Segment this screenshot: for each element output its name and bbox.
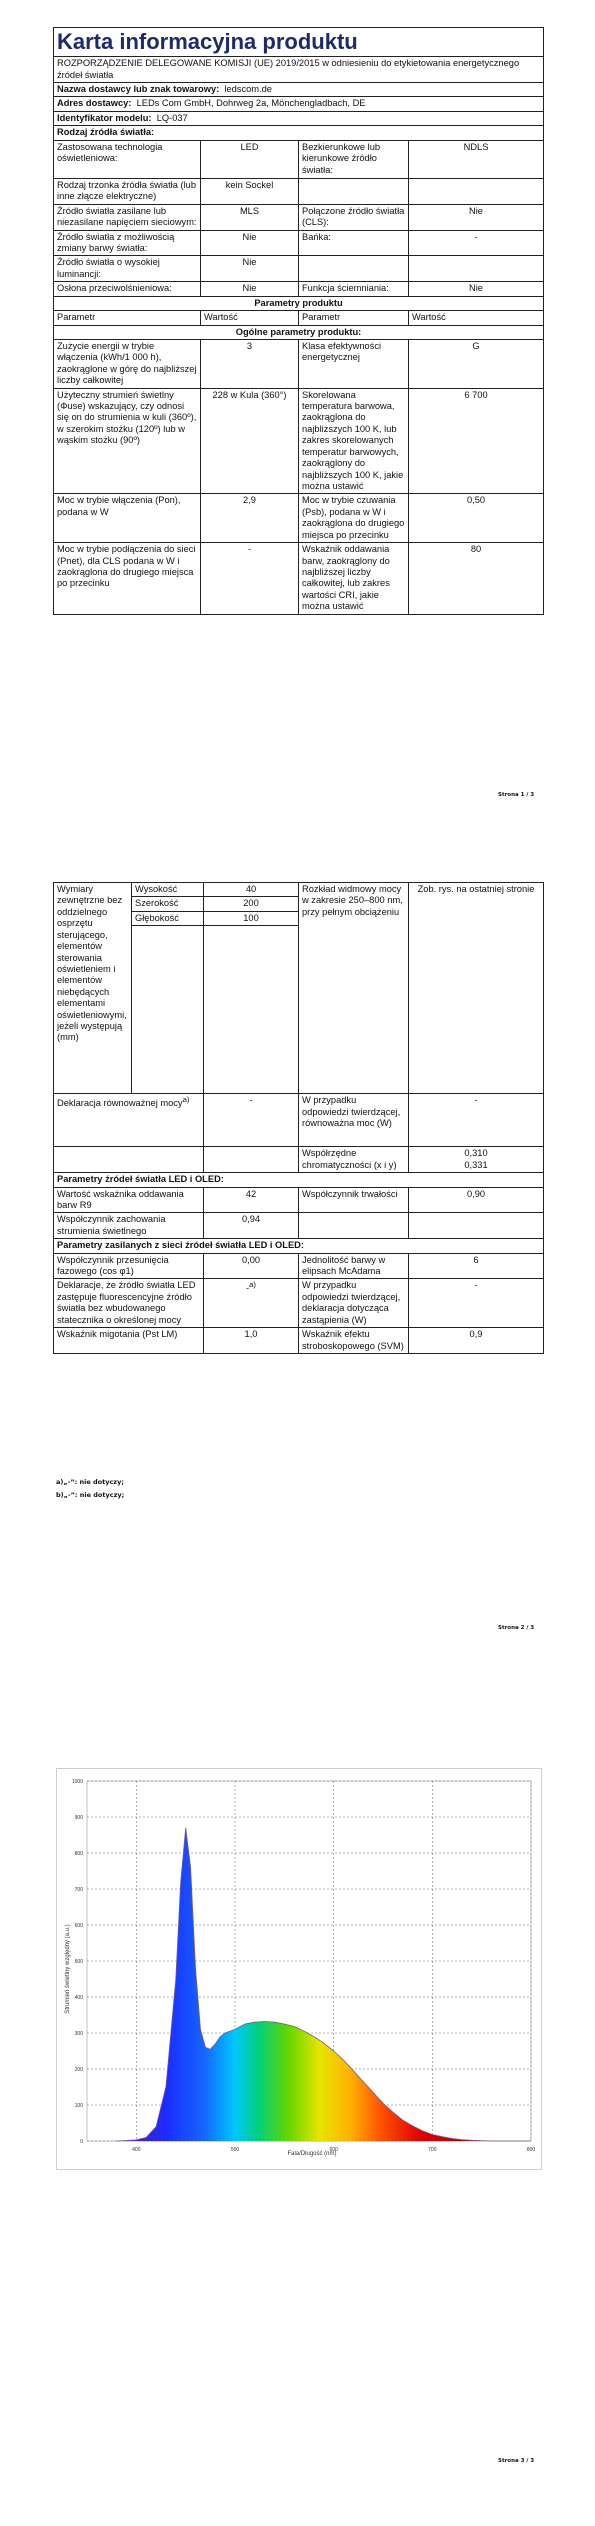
table-header-row: Parametr Wartość Parametr Wartość bbox=[54, 311, 544, 325]
page-1-content bbox=[53, 27, 543, 615]
table-row: Moc w trybie podłączenia do sieci (Pnet), dla CLS podana w W i zaokrąglona do drugiego miejsca po przecinku - Wskaźnik oddawania barw, zaokrąglony do najbliższej liczby całkowitej, lub zakres wartości CRI, jakie można ustawić 80 bbox=[54, 543, 544, 615]
y-axis-label: Strumień świetlny względny (a.u.) bbox=[65, 1924, 71, 2014]
page-number: Strona 2 / 3 bbox=[498, 1625, 535, 1631]
source-type-heading: Rodzaj źródła światła: bbox=[54, 126, 544, 140]
supplier-name-row: Nazwa dostawcy lub znak towarowy: ledscom.de bbox=[54, 83, 544, 97]
table-row: Szerokość 200 bbox=[54, 897, 544, 911]
regulation-text: ROZPORZĄDZENIE DELEGOWANE KOMISJI (UE) 2019/2015 w odniesieniu do etykietowania energetycznego źródeł światła bbox=[54, 57, 544, 83]
table-row: Źródło światła z możliwością zmiany barwy światła: Nie Bańka: - bbox=[54, 230, 544, 256]
model-identifier-row: Identyfikator modelu: LQ-037 bbox=[54, 111, 544, 125]
spectral-distribution-chart bbox=[56, 1768, 542, 2170]
product-info-table-page-2 bbox=[53, 882, 544, 1354]
table-row: Zużycie energii w trybie włączenia (kWh/1 000 h), zaokrąglone w górę do najbliższej liczby całkowitej 3 Klasa efektywności energetycznej G bbox=[54, 339, 544, 388]
y-tick-labels bbox=[72, 1779, 83, 2145]
y-tick-label: 0 bbox=[80, 2139, 83, 2145]
table-row: Głębokość 100 bbox=[54, 911, 544, 925]
y-tick-label: 300 bbox=[74, 2031, 83, 2037]
product-params-heading: Parametry produktu bbox=[54, 296, 544, 310]
page-title: Karta informacyjna produktu bbox=[54, 28, 544, 57]
table-row: Współczynnik zachowania strumienia świetlnego 0,94 bbox=[54, 1213, 544, 1239]
table-row: Rodzaj trzonka źródła światła (lub inne złącze elektryczne) kein Sockel bbox=[54, 178, 544, 204]
table-row: Współrzędne chromatyczności (x i y) 0,310 0,331 bbox=[54, 1147, 544, 1173]
general-params-heading: Ogólne parametry produktu: bbox=[54, 325, 544, 339]
page-2-content bbox=[53, 882, 543, 1354]
supplier-address-row: Adres dostawcy: LEDs Com GmbH, Dohrweg 2a, Mönchengladbach, DE bbox=[54, 97, 544, 111]
y-tick-label: 1000 bbox=[71, 1779, 83, 1785]
footnote-b: b)„-”: nie dotyczy; bbox=[56, 1491, 125, 1499]
table-row: Moc w trybie włączenia (Pon), podana w W 2,9 Moc w trybie czuwania (Psb), podana w W i zaokrąglona do drugiego miejsca po przecinku 0,50 bbox=[54, 494, 544, 543]
table-row: Wartość wskaźnika oddawania barw R9 42 Współczynnik trwałości 0,90 bbox=[54, 1187, 544, 1213]
y-tick-label: 800 bbox=[74, 1851, 83, 1857]
table-row: Współczynnik przesunięcia fazowego (cos φ1) 0,00 Jednolitość barwy w elipsach McAdama 6 bbox=[54, 1253, 544, 1279]
y-tick-label: 900 bbox=[74, 1815, 83, 1821]
x-tick-label: 500 bbox=[230, 2147, 240, 2153]
table-row: Wymiary zewnętrzne bez oddzielnego osprzętu sterującego, elementów sterowania oświetleniem i elementów niebędących elementami oświetleniowymi, jeżeli występują (mm) Wysokość 40 Rozkład widmowy mocy w zakresie 250–800 nm, przy pełnym obciążeniu Zob. rys. na ostatniej stronie bbox=[54, 883, 544, 897]
y-tick-label: 500 bbox=[74, 1959, 83, 1965]
spectrum-svg bbox=[57, 1769, 541, 2169]
y-tick-label: 200 bbox=[74, 2067, 83, 2073]
x-axis-label: Fala/Długość (nm) bbox=[287, 2151, 337, 2157]
x-tick-label: 700 bbox=[428, 2147, 437, 2153]
table-row: Źródło światła zasilane lub niezasilane napięciem sieciowym: MLS Połączone źródło światła (CLS): Nie bbox=[54, 204, 544, 230]
led-params-heading: Parametry źródeł światła LED i OLED: bbox=[54, 1173, 544, 1187]
page-number: Strona 3 / 3 bbox=[498, 2458, 535, 2464]
product-info-table-page-1 bbox=[53, 27, 544, 615]
mains-params-heading: Parametry zasilanych z sieci źródeł światła LED i OLED: bbox=[54, 1239, 544, 1253]
y-tick-label: 700 bbox=[74, 1887, 83, 1893]
table-row: Osłona przeciwolśnieniowa: Nie Funkcja ściemniania: Nie bbox=[54, 282, 544, 296]
table-row: Zastosowana technologia oświetleniowa: LED Bezkierunkowe lub kierunkowe źródło światła: NDLS bbox=[54, 140, 544, 178]
y-tick-label: 100 bbox=[74, 2103, 83, 2109]
table-row: Deklaracje, że źródło światła LED zastępuje fluorescencyjne źródło światła bez wbudowanego statecznika o określonej mocy -$^{a)}$ W przypadku odpowiedzi twierdzącej, deklaracja dotycząca zastąpienia (W) - bbox=[54, 1279, 544, 1328]
y-tick-label: 400 bbox=[74, 1995, 83, 2001]
y-tick-label: 600 bbox=[74, 1923, 83, 1929]
table-row: Wskaźnik migotania (Pst LM) 1,0 Wskaźnik efektu stroboskopowego (SVM) 0,9 bbox=[54, 1328, 544, 1354]
footnote-a: a)„-”: nie dotyczy; bbox=[56, 1478, 124, 1486]
x-tick-label: 600 bbox=[329, 2147, 338, 2153]
table-row: Źródło światła o wysokiej luminancji: Nie bbox=[54, 256, 544, 282]
x-tick-label: 800 bbox=[526, 2147, 536, 2153]
page-number: Strona 1 / 3 bbox=[498, 792, 535, 798]
x-tick-label: 400 bbox=[132, 2147, 141, 2153]
table-row: Użyteczny strumień świetlny (Φuse) wskazujący, czy odnosi się on do strumienia w kuli (360º), w szerokim stożku (120º) lub w wąskim stożku (90º) 228 w Kula (360°) Skorelowana temperatura barwowa, zaokrąglona do najbliższych 100 K, lub zakres skorelowanych temperatur barwowych, zaokrąglony do najbliższych 100 K, jakie można ustawić 6 700 bbox=[54, 388, 544, 494]
table-row: Deklaracja równoważnej mocy$^{a)}$ - W przypadku odpowiedzi twierdzącej, równoważna moc (W) - bbox=[54, 1094, 544, 1147]
